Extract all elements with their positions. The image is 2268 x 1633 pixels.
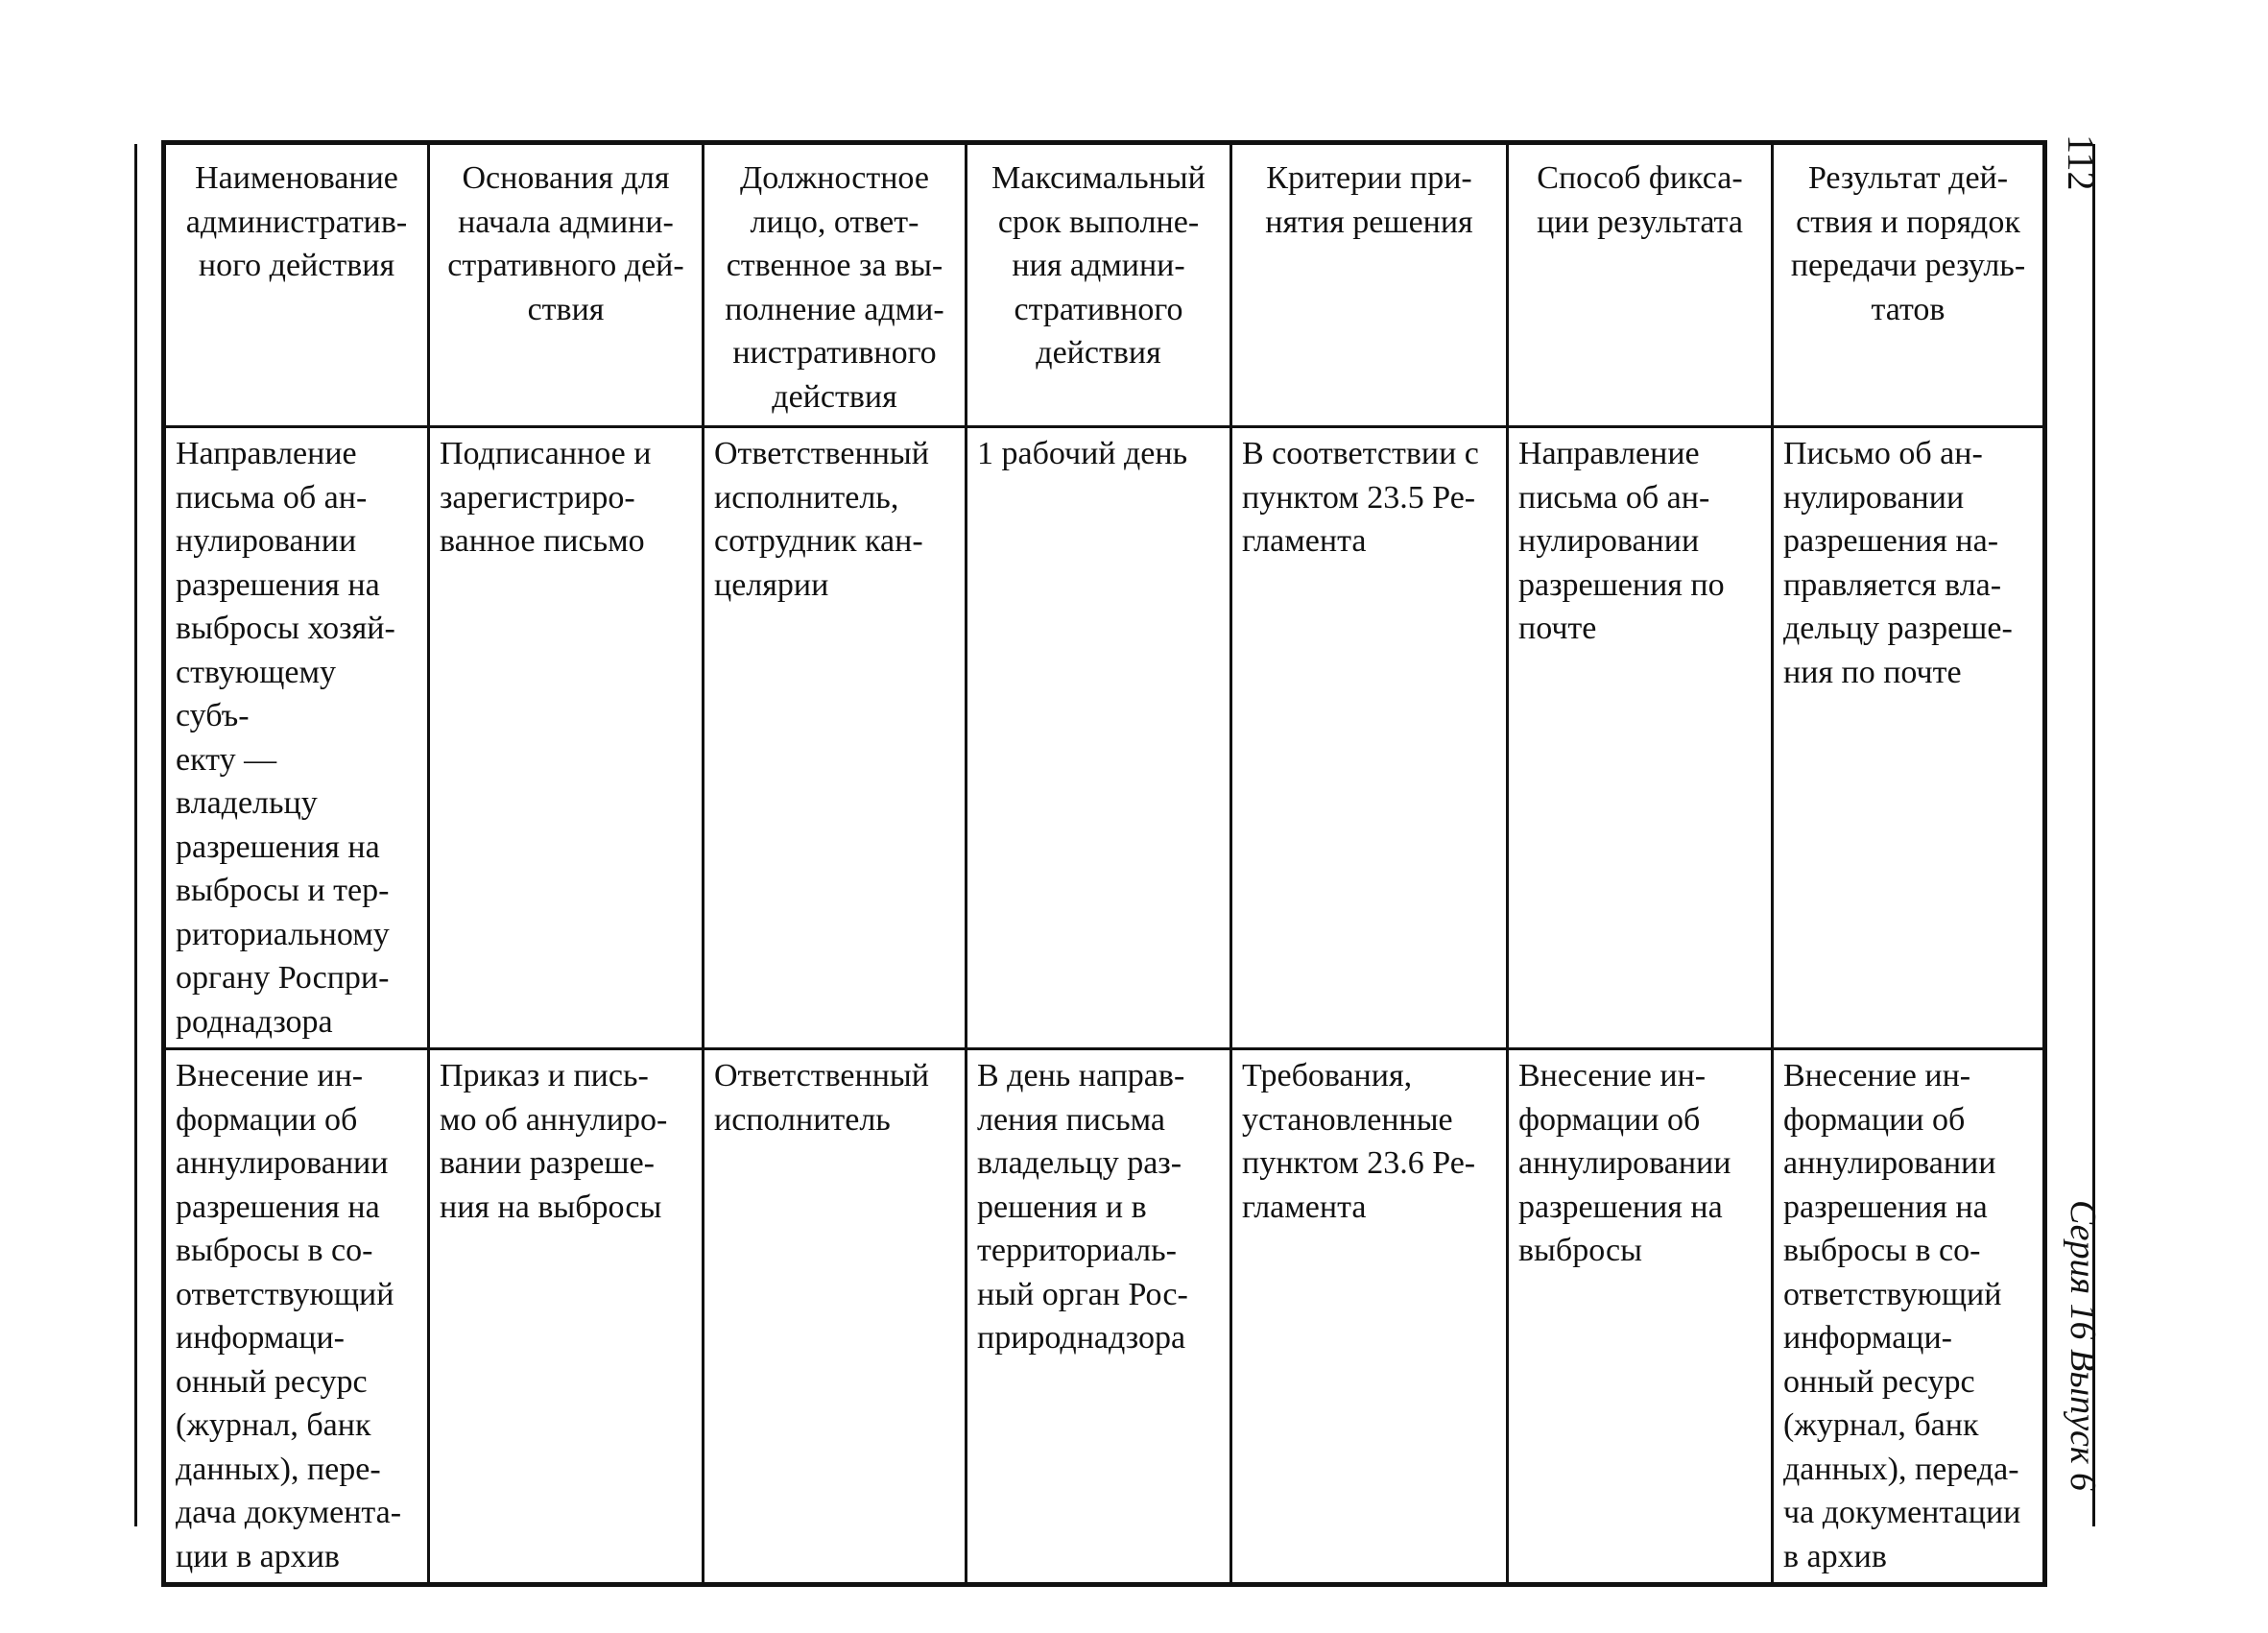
- header-cell-responsible: Должностное лицо, ответ- ственное за вы- полнение адми- нистративного действия: [704, 143, 967, 427]
- table-header-row: [164, 143, 2045, 427]
- table-cell: Требования, установленные пунктом 23.6 Ре- гламента: [1231, 1049, 1508, 1585]
- table-cell: Ответственный исполнитель, сотрудник кан- целярии: [704, 427, 967, 1049]
- header-cell-result: Результат дей- ствия и порядок передачи резуль- татов: [1773, 143, 2045, 427]
- header-cell-max-term: Максимальный срок выполне- ния админи- стративного действия: [967, 143, 1231, 427]
- table-cell: Внесение ин- формации об аннулировании разрешения на выбросы в со- ответствующий информаци- онный ресурс (журнал, банк данных), переда- ча документации в архив: [1773, 1049, 2045, 1585]
- running-footer: Серия 16 Выпуск 6: [2063, 1200, 2103, 1492]
- table-row: [164, 1049, 2045, 1585]
- page-number: 112: [2060, 134, 2103, 191]
- administrative-actions-table: [161, 140, 2047, 1587]
- table-cell: В день направ- ления письма владельцу раз- решения и в территориаль- ный орган Рос- природнадзора: [967, 1049, 1231, 1585]
- table-cell: Направление письма об ан- нулировании разрешения по почте: [1508, 427, 1773, 1049]
- table-cell: Внесение ин- формации об аннулировании разрешения на выбросы: [1508, 1049, 1773, 1585]
- left-margin-rule: [134, 144, 137, 1526]
- table-cell: Внесение ин- формации об аннулировании разрешения на выбросы в со- ответствующий информаци- онный ресурс (журнал, банк данных), пере- дача документа- ции в архив: [164, 1049, 429, 1585]
- header-cell-grounds: Основания для начала админи- стративного дей- ствия: [429, 143, 704, 427]
- header-cell-fixation: Способ фикса- ции результата: [1508, 143, 1773, 427]
- table-cell: Письмо об ан- нулировании разрешения на- правляется вла- дельцу разреше- ния по почте: [1773, 427, 2045, 1049]
- table-cell: Ответственный исполнитель: [704, 1049, 967, 1585]
- header-cell-action-name: Наименование административ- ного действия: [164, 143, 429, 427]
- table-cell: 1 рабочий день: [967, 427, 1231, 1049]
- header-cell-criteria: Критерии при- нятия решения: [1231, 143, 1508, 427]
- table-cell: Подписанное и зарегистриро- ванное письмо: [429, 427, 704, 1049]
- table-row: [164, 427, 2045, 1049]
- table-cell: В соответствии с пунктом 23.5 Ре- гламента: [1231, 427, 1508, 1049]
- table-cell: Приказ и пись- мо об аннулиро- вании разреше- ния на выбросы: [429, 1049, 704, 1585]
- table-cell: Направление письма об ан- нулировании разрешения на выбросы хозяй- ствующему субъ- екту — владельцу разрешения на выбросы и тер- риториальному органу Роспри- роднадзора: [164, 427, 429, 1049]
